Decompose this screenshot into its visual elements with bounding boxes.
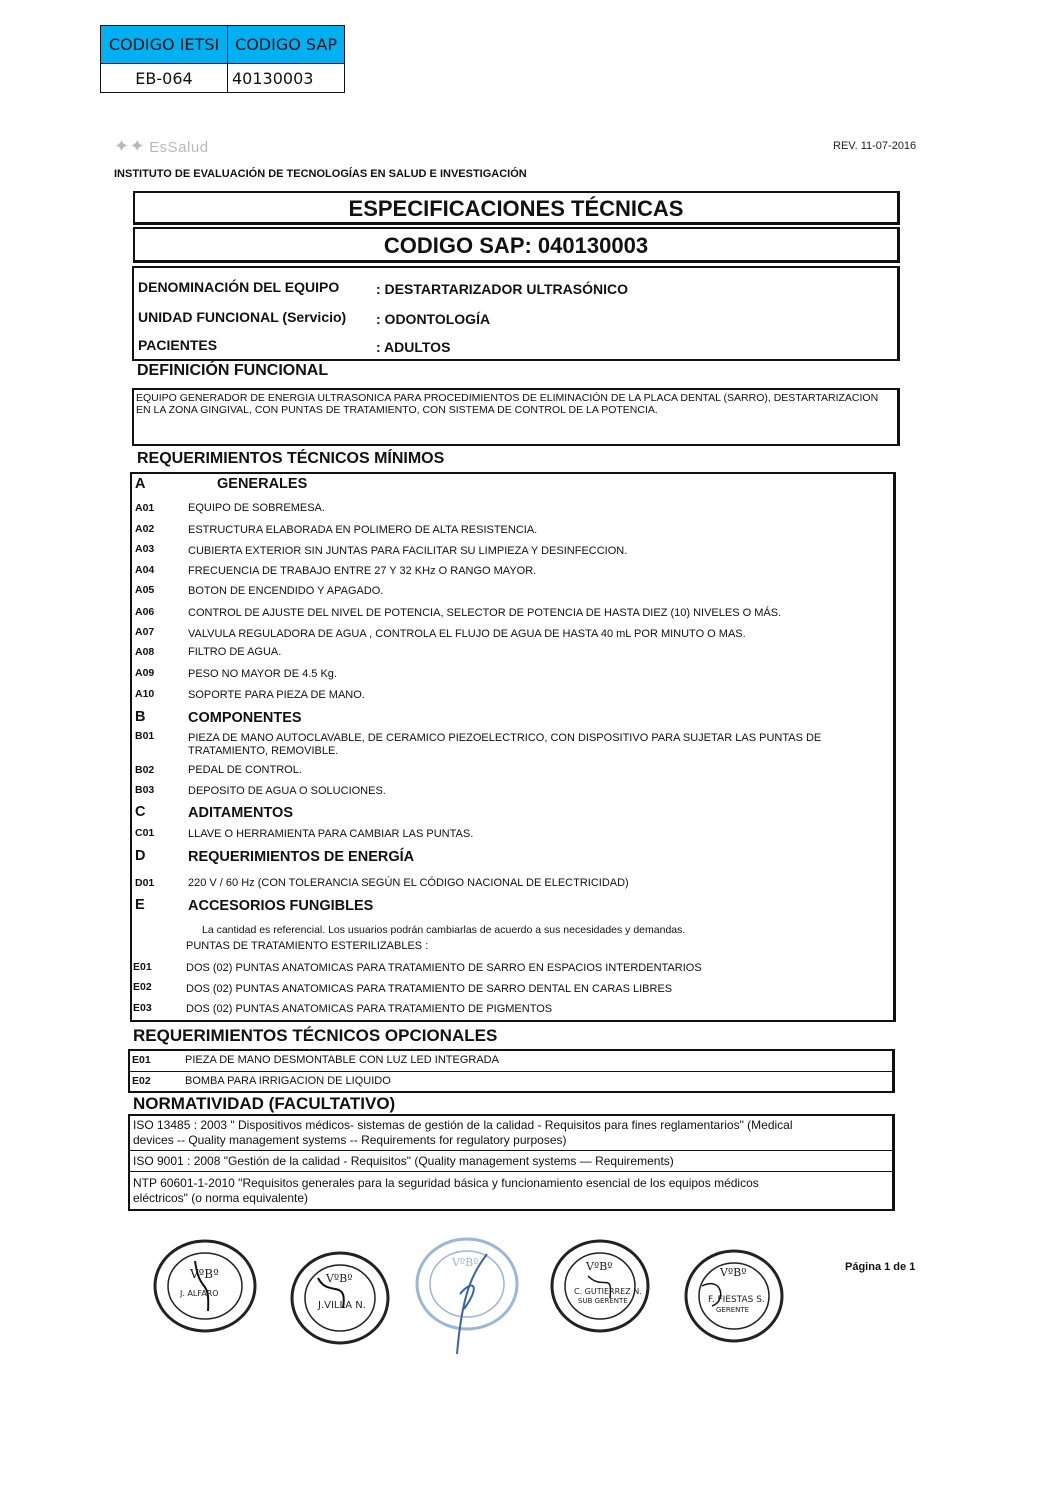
fungibles-note: La cantidad es referencial. Los usuarios podrán cambiarlas de acuerdo a sus necesidades y demandas.	[202, 924, 686, 936]
svg-text:J. ALFARO: J. ALFARO	[180, 1289, 219, 1298]
info-label-unidad: UNIDAD FUNCIONAL (Servicio)	[138, 309, 347, 325]
norm-line: NTP 60601-1-2010 "Requisitos generales para la seguridad básica y funcionamiento esencial de los equipos médicos	[133, 1176, 759, 1190]
opcionales-heading: REQUERIMIENTOS TÉCNICOS OPCIONALES	[133, 1026, 498, 1045]
item-code: A04	[135, 564, 155, 576]
definicion-text: EQUIPO GENERADOR DE ENERGIA ULTRASONICA PARA PROCEDIMIENTOS DE ELIMINACIÓN DE LA PLACA DENTAL (SARRO), DESTARTARIZACION EN LA ZONA GINGIVAL, CON PUNTAS DE TRATAMIENTO, CON SISTEMA DE CONTROL DE LA POTENCIA.	[132, 388, 900, 446]
normatividad-heading: NORMATIVIDAD (FACULTATIVO)	[133, 1094, 396, 1113]
item-code: A08	[135, 646, 155, 658]
group-code-d: D	[135, 848, 146, 864]
normatividad-box	[128, 1114, 895, 1211]
item-text: DOS (02) PUNTAS ANATOMICAS PARA TRATAMIENTO DE PIGMENTOS	[186, 1003, 553, 1015]
requerimientos-heading: REQUERIMIENTOS TÉCNICOS MÍNIMOS	[137, 450, 445, 467]
code-table-value-sap: 40130003	[228, 64, 345, 93]
seal-stamp-2	[288, 1248, 393, 1348]
svg-text:SUB GERENTE: SUB GERENTE	[578, 1297, 628, 1305]
group-title-fungibles: ACCESORIOS FUNGIBLES	[188, 898, 374, 914]
row-divider	[130, 1071, 892, 1072]
logo-text: EsSalud	[149, 139, 209, 156]
optional-item-code: E02	[132, 1075, 151, 1087]
page-number: Página 1 de 1	[845, 1261, 916, 1273]
group-title-componentes: COMPONENTES	[188, 710, 302, 726]
item-code: B01	[135, 730, 155, 742]
optional-item-text: BOMBA PARA IRRIGACION DE LIQUIDO	[185, 1075, 391, 1087]
seal-stamp-1	[150, 1236, 260, 1336]
item-code: D01	[135, 877, 155, 889]
info-label-pacientes: PACIENTES	[138, 337, 218, 353]
group-code-c: C	[135, 804, 146, 820]
svg-text:VºBº: VºBº	[190, 1267, 219, 1281]
info-value-denominacion: : DESTARTARIZADOR ULTRASÓNICO	[376, 281, 628, 297]
info-value-unidad: : ODONTOLOGÍA	[376, 311, 491, 327]
norm-line: eléctricos" (o norma equivalente)	[133, 1191, 309, 1205]
item-text: PESO NO MAYOR DE 4.5 Kg.	[188, 668, 337, 680]
seal-stamp-5	[682, 1246, 787, 1346]
optional-item-text: PIEZA DE MANO DESMONTABLE CON LUZ LED INTEGRADA	[185, 1054, 499, 1066]
people-logo-icon: ✦✦	[114, 136, 146, 156]
item-text: FILTRO DE AGUA.	[188, 646, 282, 658]
item-code: C01	[135, 827, 155, 839]
code-table-header-sap: CODIGO SAP	[228, 26, 345, 64]
seal-stamp-4	[548, 1236, 653, 1336]
code-table-value-ietsi: EB-064	[101, 64, 228, 93]
norm-line: ISO 13485 : 2003 " Dispositivos médicos- sistemas de gestión de la calidad - Requisitos para fines reglamentarios" (Medical	[133, 1118, 793, 1132]
item-code: A06	[135, 606, 155, 618]
item-text: LLAVE O HERRAMIENTA PARA CAMBIAR LAS PUNTAS.	[188, 828, 474, 840]
info-label-denominacion: DENOMINACIÓN DEL EQUIPO	[138, 279, 340, 295]
item-text: FRECUENCIA DE TRABAJO ENTRE 27 Y 32 KHz O RANGO MAYOR.	[188, 565, 537, 577]
item-code: A09	[135, 667, 155, 679]
code-table-header-ietsi: CODIGO IETSI	[101, 26, 228, 64]
item-text: CONTROL DE AJUSTE DEL NIVEL DE POTENCIA, SELECTOR DE POTENCIA DE HASTA DIEZ (10) NIVELES O MÁS.	[188, 607, 782, 619]
item-code: A07	[135, 626, 155, 638]
item-text: CUBIERTA EXTERIOR SIN JUNTAS PARA FACILITAR SU LIMPIEZA Y DESINFECCION.	[188, 545, 628, 557]
item-code: A10	[135, 688, 155, 700]
group-title-energia: REQUERIMIENTOS DE ENERGÍA	[188, 849, 415, 865]
item-text: DOS (02) PUNTAS ANATOMICAS PARA TRATAMIENTO DE SARRO DENTAL EN CARAS LIBRES	[186, 983, 673, 995]
item-code: E01	[133, 961, 152, 973]
svg-text:VºBº: VºBº	[326, 1272, 353, 1285]
item-code: A01	[135, 502, 155, 514]
fungibles-sub: PUNTAS DE TRATAMIENTO ESTERILIZABLES :	[186, 940, 429, 952]
row-divider	[130, 1171, 892, 1172]
document-title: ESPECIFICACIONES TÉCNICAS	[133, 191, 900, 225]
institute-name: INSTITUTO DE EVALUACIÓN DE TECNOLOGÍAS EN SALUD E INVESTIGACIÓN	[114, 168, 527, 180]
svg-text:F. FIESTAS S.: F. FIESTAS S.	[708, 1295, 765, 1305]
svg-text:GERENTE: GERENTE	[716, 1306, 750, 1314]
group-code-b: B	[135, 709, 146, 725]
requerimientos-box	[130, 472, 896, 1022]
svg-text:C. GUTIERREZ N.: C. GUTIERREZ N.	[574, 1287, 642, 1296]
item-text-continued: TRATAMIENTO, REMOVIBLE.	[188, 745, 339, 757]
item-text: SOPORTE PARA PIEZA DE MANO.	[188, 689, 365, 701]
group-title-generales: GENERALES	[217, 476, 308, 492]
seal-stamp-3	[412, 1234, 522, 1359]
item-text: PEDAL DE CONTROL.	[188, 764, 302, 776]
item-code: E02	[133, 981, 152, 993]
item-text: 220 V / 60 Hz (CON TOLERANCIA SEGÚN EL CÓDIGO NACIONAL DE ELECTRICIDAD)	[188, 877, 629, 889]
item-text: ESTRUCTURA ELABORADA EN POLIMERO DE ALTA RESISTENCIA.	[188, 524, 538, 536]
group-code-e: E	[135, 897, 145, 913]
svg-text:VºBº: VºBº	[452, 1256, 479, 1269]
item-code: A02	[135, 523, 155, 535]
sap-code-title: CODIGO SAP: 040130003	[133, 227, 900, 263]
definicion-heading: DEFINICIÓN FUNCIONAL	[137, 362, 329, 379]
item-text: BOTON DE ENCENDIDO Y APAGADO.	[188, 585, 384, 597]
item-code: A05	[135, 584, 155, 596]
item-code: E03	[133, 1002, 152, 1014]
essalud-logo	[114, 136, 209, 157]
item-code: B02	[135, 764, 155, 776]
optional-item-code: E01	[132, 1054, 151, 1066]
item-text: DOS (02) PUNTAS ANATOMICAS PARA TRATAMIENTO DE SARRO EN ESPACIOS INTERDENTARIOS	[186, 962, 702, 974]
item-text: PIEZA DE MANO AUTOCLAVABLE, DE CERAMICO PIEZOELECTRICO, CON DISPOSITIVO PARA SUJETAR LAS PUNTAS DE	[188, 732, 822, 744]
revision-date: REV. 11-07-2016	[833, 140, 917, 152]
item-text: VALVULA REGULADORA DE AGUA , CONTROLA EL FLUJO DE AGUA DE HASTA 40 mL POR MINUTO O MAS.	[188, 628, 746, 640]
svg-text:J.VILLA N.: J.VILLA N.	[318, 1300, 366, 1311]
item-code: A03	[135, 543, 155, 555]
code-table	[100, 25, 345, 93]
info-value-pacientes: : ADULTOS	[376, 339, 451, 355]
norm-line: ISO 9001 : 2008 "Gestión de la calidad - Requisitos" (Quality management systems — Requirements)	[133, 1154, 674, 1168]
item-text: EQUIPO DE SOBREMESA.	[188, 502, 325, 514]
svg-text:VºBº: VºBº	[586, 1260, 613, 1273]
svg-text:VºBº: VºBº	[720, 1266, 747, 1279]
item-code: B03	[135, 784, 155, 796]
item-text: DEPOSITO DE AGUA O SOLUCIONES.	[188, 785, 386, 797]
opcionales-box	[128, 1049, 895, 1093]
equipment-info-box	[132, 266, 900, 361]
group-code-a: A	[135, 476, 146, 492]
norm-line: devices -- Quality management systems -- Requirements for regulatory purposes)	[133, 1133, 567, 1147]
group-title-aditamentos: ADITAMENTOS	[188, 805, 293, 821]
row-divider	[130, 1150, 892, 1151]
